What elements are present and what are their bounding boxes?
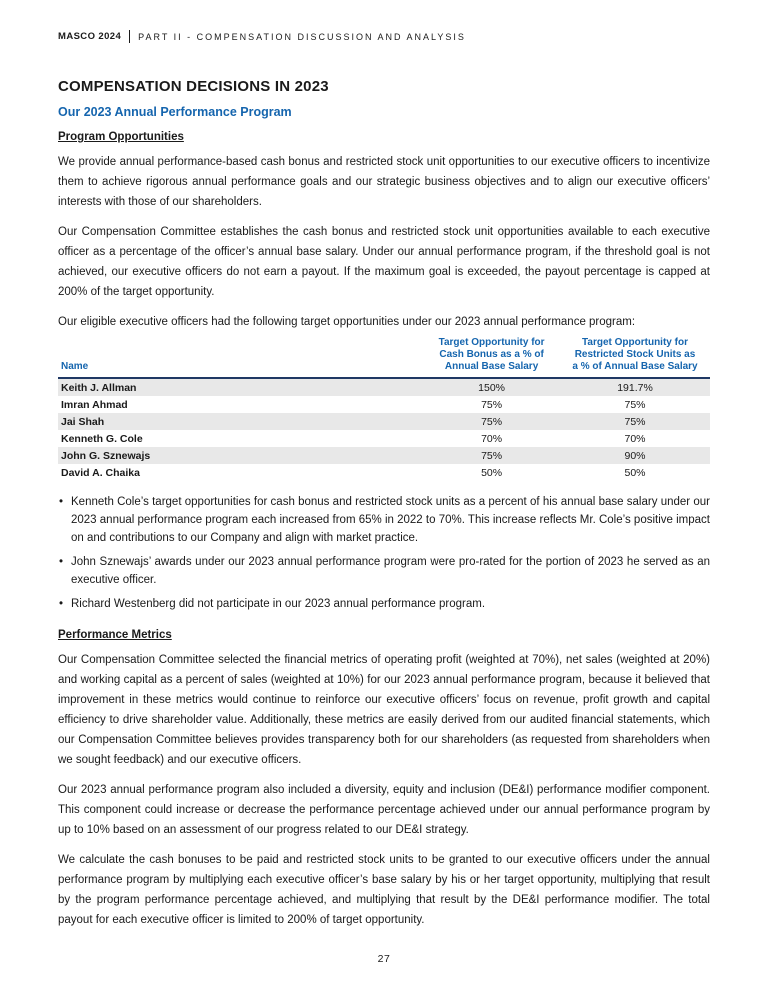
officer-name: David A. Chaika (61, 466, 140, 479)
program-opportunities-heading: Program Opportunities (58, 131, 184, 143)
table-row (58, 447, 710, 464)
column-header-name: Name (58, 337, 423, 378)
table-row (58, 464, 710, 481)
table-body (58, 378, 710, 481)
column-header-cash-bonus: Target Opportunity for Cash Bonus as a % of Annual Base Salary (423, 337, 560, 378)
table-header (58, 337, 710, 378)
cash-bonus-target: 150% (478, 381, 505, 394)
page-content (58, 78, 710, 940)
officer-name: Keith J. Allman (61, 381, 137, 394)
note-item: • Richard Westenberg did not participate in our 2023 annual performance program. (58, 595, 710, 613)
cash-bonus-target: 75% (481, 449, 503, 462)
page-title: COMPENSATION DECISIONS IN 2023 (58, 78, 329, 95)
table-intro-paragraph: Our eligible executive officers had the following target opportunities under our 2023 annual performance program: (58, 316, 636, 328)
rsu-target: 90% (624, 449, 646, 462)
cash-bonus-target: 75% (481, 398, 503, 411)
target-opportunities-table (58, 337, 710, 481)
table-row (58, 378, 710, 396)
running-header (58, 30, 710, 43)
metrics-paragraph-2: Our 2023 annual performance program also included a diversity, equity and inclusion (DE&I) performance modifier component. This component could increase or decrease the performance percentage achieved under our annual performance program by up to 10% based on an assessment of our progress related to our DE&I strategy. (58, 784, 710, 836)
officer-name: Jai Shah (61, 415, 105, 428)
note-item: • John Sznewajs’ awards under our 2023 annual performance program were pro-rated for the portion of 2023 he served as an executive officer. (58, 553, 710, 589)
rsu-target: 75% (624, 398, 646, 411)
metrics-paragraph-3: We calculate the cash bonuses to be paid and restricted stock units to be granted to our executive officers under the annual performance program by multiplying each executive officer’s base salary by his or her target opportunity, multiplying that result by the program performance percentage achieved, and multiplying that result by the DE&I performance modifier. The total payout for each executive officer is limited to 200% of target opportunity. (58, 854, 710, 926)
rsu-target: 75% (624, 415, 646, 428)
officer-name: Imran Ahmad (61, 398, 128, 411)
officer-name: Kenneth G. Cole (61, 432, 143, 445)
cash-bonus-target: 50% (481, 466, 503, 479)
note-item: • Kenneth Cole’s target opportunities for cash bonus and restricted stock units as a percent of his annual base salary under our 2023 annual performance program each increased from 65% in 2022 to 70%. This increase reflects Mr. Cole’s positive impact on and contributions to our Company and align with market practice. (58, 493, 710, 547)
header-divider (129, 30, 130, 43)
rsu-target: 50% (624, 466, 646, 479)
opportunities-paragraph-1: We provide annual performance-based cash bonus and restricted stock unit opportunities to our executive officers to incentivize them to achieve rigorous annual performance goals and our strategic business objectives and to align our executive officers’ interests with those of our shareholders. (58, 156, 710, 208)
cash-bonus-target: 70% (481, 432, 503, 445)
table-row (58, 430, 710, 447)
cash-bonus-target: 75% (481, 415, 503, 428)
rsu-target: 191.7% (617, 381, 653, 394)
performance-metrics-heading: Performance Metrics (58, 629, 172, 641)
header-section-title: PART II - COMPENSATION DISCUSSION AND ANALYSIS (138, 31, 466, 42)
page-number: 27 (377, 953, 391, 965)
opportunities-paragraph-2: Our Compensation Committee establishes the cash bonus and restricted stock unit opportunities available to each executive officer as a percentage of the officer’s annual base salary. Under our annual performance program, if the threshold goal is not achieved, our executive officers do not earn a payout. If the maximum goal is exceeded, the payout percentage is capped at 200% of the target opportunity. (58, 226, 710, 298)
table-row (58, 396, 710, 413)
column-header-rsu: Target Opportunity for Restricted Stock Units as a % of Annual Base Salary (560, 337, 710, 378)
metrics-paragraph-1: Our Compensation Committee selected the financial metrics of operating profit (weighted at 70%), net sales (weighted at 20%) and working capital as a percent of sales (weighted at 10%) for our 2023 annual performance program, because it believed that improvement in these metrics would continue to reinforce our executive officers’ focus on revenue, profit growth and capital efficiency to drive shareholder value. Additionally, these metrics are easily derived from our audited financial statements, which our Compensation Committee believes provides transparency both for our shareholders (as requested from shareholders when we sought feedback) and our executive officers. (58, 654, 710, 766)
brand-text: MASCO 2024 (58, 31, 122, 42)
rsu-target: 70% (624, 432, 646, 445)
table-row (58, 413, 710, 430)
program-heading: Our 2023 Annual Performance Program (58, 105, 292, 119)
officer-name: John G. Sznewajs (61, 449, 151, 462)
table-header-row (58, 337, 710, 378)
page-footer (0, 953, 768, 965)
notes-list (58, 493, 710, 613)
